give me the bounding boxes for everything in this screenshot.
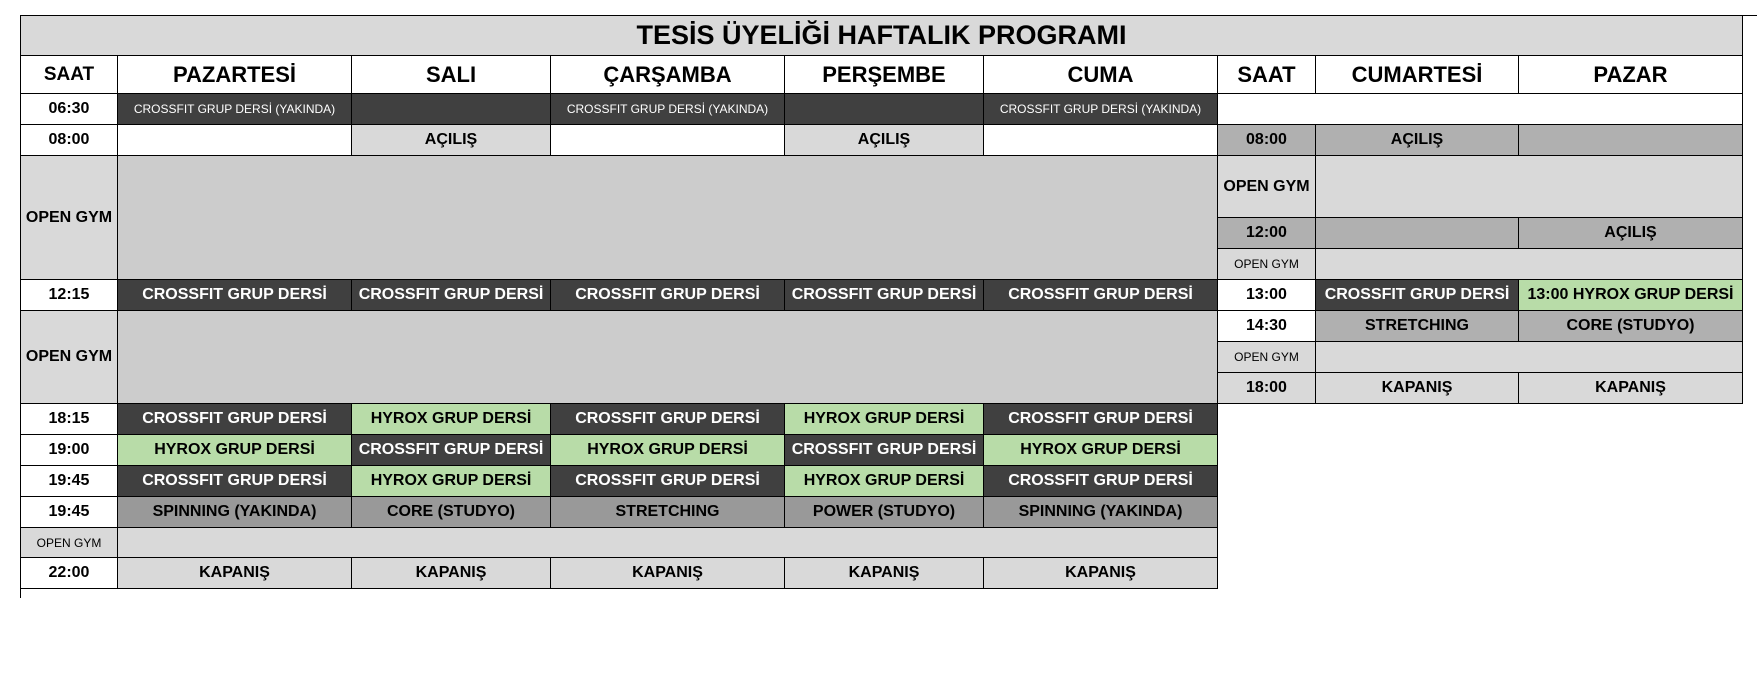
empty-cell bbox=[551, 125, 785, 156]
empty-cell bbox=[1316, 218, 1519, 249]
weekend-time-cell: 12:00 bbox=[1218, 218, 1316, 249]
weekend-open-gym-label: OPEN GYM bbox=[1218, 342, 1316, 373]
class-cell: POWER (STUDYO) bbox=[785, 497, 984, 528]
weekend-time-cell: 13:00 bbox=[1218, 280, 1316, 311]
class-cell: CROSSFIT GRUP DERSİ bbox=[984, 466, 1218, 497]
class-cell: CROSSFIT GRUP DERSİ bbox=[984, 404, 1218, 435]
weekend-open-gym-label: OPEN GYM bbox=[1218, 249, 1316, 280]
class-cell: CROSSFIT GRUP DERSİ bbox=[785, 280, 984, 311]
weekend-class-cell: 13:00 HYROX GRUP DERSİ bbox=[1519, 280, 1743, 311]
class-cell: CROSSFIT GRUP DERSİ bbox=[352, 280, 551, 311]
time-cell: 18:15 bbox=[21, 404, 118, 435]
class-cell: SPINNING (YAKINDA) bbox=[984, 497, 1218, 528]
header-saat-weekend: SAAT bbox=[1218, 56, 1316, 94]
weekend-class-cell: CORE (STUDYO) bbox=[1519, 311, 1743, 342]
header-saat: SAAT bbox=[21, 56, 118, 94]
weekend-closing-cell: KAPANIŞ bbox=[1316, 373, 1519, 404]
empty-cell bbox=[1519, 125, 1743, 156]
empty-weekend-cell bbox=[1218, 94, 1743, 125]
class-cell: CROSSFIT GRUP DERSİ bbox=[118, 404, 352, 435]
weekend-class-cell: CROSSFIT GRUP DERSİ bbox=[1316, 280, 1519, 311]
weekend-time-cell: 08:00 bbox=[1218, 125, 1316, 156]
closing-cell: KAPANIŞ bbox=[118, 558, 352, 589]
open-gym-label: OPEN GYM bbox=[21, 528, 118, 558]
weekend-open-gym-block bbox=[1316, 249, 1743, 280]
weekend-open-gym-label: OPEN GYM bbox=[1218, 156, 1316, 218]
open-gym-label: OPEN GYM bbox=[21, 156, 118, 280]
empty-dark-cell bbox=[785, 94, 984, 125]
class-cell: HYROX GRUP DERSİ bbox=[118, 435, 352, 466]
class-cell: HYROX GRUP DERSİ bbox=[785, 404, 984, 435]
open-gym-block bbox=[118, 311, 1218, 404]
time-cell: 06:30 bbox=[21, 94, 118, 125]
header-carsamba: ÇARŞAMBA bbox=[551, 56, 785, 94]
weekend-time-cell: 14:30 bbox=[1218, 311, 1316, 342]
class-cell: CROSSFIT GRUP DERSİ (YAKINDA) bbox=[118, 94, 352, 125]
header-pazar: PAZAR bbox=[1519, 56, 1743, 94]
weekend-time-cell: 18:00 bbox=[1218, 373, 1316, 404]
opening-cell: AÇILIŞ bbox=[785, 125, 984, 156]
weekend-open-gym-block bbox=[1316, 156, 1743, 218]
time-cell: 12:15 bbox=[21, 280, 118, 311]
weekend-open-gym-block bbox=[1316, 342, 1743, 373]
class-cell: STRETCHING bbox=[551, 497, 785, 528]
time-cell: 22:00 bbox=[21, 558, 118, 589]
class-cell: HYROX GRUP DERSİ bbox=[352, 404, 551, 435]
header-pazartesi: PAZARTESİ bbox=[118, 56, 352, 94]
empty-dark-cell bbox=[352, 94, 551, 125]
weekend-class-cell: STRETCHING bbox=[1316, 311, 1519, 342]
class-cell: CROSSFIT GRUP DERSİ (YAKINDA) bbox=[984, 94, 1218, 125]
header-sali: SALI bbox=[352, 56, 551, 94]
class-cell: CROSSFIT GRUP DERSİ bbox=[118, 466, 352, 497]
class-cell: CROSSFIT GRUP DERSİ bbox=[551, 466, 785, 497]
class-cell: CROSSFIT GRUP DERSİ bbox=[551, 404, 785, 435]
class-cell: HYROX GRUP DERSİ bbox=[984, 435, 1218, 466]
opening-cell: AÇILIŞ bbox=[352, 125, 551, 156]
header-cuma: CUMA bbox=[984, 56, 1218, 94]
class-cell: SPINNING (YAKINDA) bbox=[118, 497, 352, 528]
class-cell: CROSSFIT GRUP DERSİ bbox=[984, 280, 1218, 311]
class-cell: CROSSFIT GRUP DERSİ bbox=[118, 280, 352, 311]
time-cell: 19:00 bbox=[21, 435, 118, 466]
class-cell: HYROX GRUP DERSİ bbox=[551, 435, 785, 466]
page-title: TESİS ÜYELİĞİ HAFTALIK PROGRAMI bbox=[21, 16, 1743, 56]
class-cell: CROSSFIT GRUP DERSİ bbox=[352, 435, 551, 466]
time-cell: 08:00 bbox=[21, 125, 118, 156]
empty-cell bbox=[118, 125, 352, 156]
schedule-table bbox=[20, 15, 1757, 598]
empty-cell bbox=[984, 125, 1218, 156]
time-cell: 19:45 bbox=[21, 497, 118, 528]
closing-cell: KAPANIŞ bbox=[785, 558, 984, 589]
closing-cell: KAPANIŞ bbox=[984, 558, 1218, 589]
closing-cell: KAPANIŞ bbox=[352, 558, 551, 589]
class-cell: CROSSFIT GRUP DERSİ bbox=[551, 280, 785, 311]
open-gym-label: OPEN GYM bbox=[21, 311, 118, 404]
header-persembe: PERŞEMBE bbox=[785, 56, 984, 94]
class-cell: HYROX GRUP DERSİ bbox=[352, 466, 551, 497]
class-cell: CROSSFIT GRUP DERSİ (YAKINDA) bbox=[551, 94, 785, 125]
class-cell: CORE (STUDYO) bbox=[352, 497, 551, 528]
weekend-opening-cell: AÇILIŞ bbox=[1519, 218, 1743, 249]
open-gym-block bbox=[118, 528, 1218, 558]
time-cell: 19:45 bbox=[21, 466, 118, 497]
header-cumartesi: CUMARTESİ bbox=[1316, 56, 1519, 94]
class-cell: HYROX GRUP DERSİ bbox=[785, 466, 984, 497]
weekend-opening-cell: AÇILIŞ bbox=[1316, 125, 1519, 156]
closing-cell: KAPANIŞ bbox=[551, 558, 785, 589]
open-gym-block bbox=[118, 156, 1218, 280]
class-cell: CROSSFIT GRUP DERSİ bbox=[785, 435, 984, 466]
weekend-closing-cell: KAPANIŞ bbox=[1519, 373, 1743, 404]
